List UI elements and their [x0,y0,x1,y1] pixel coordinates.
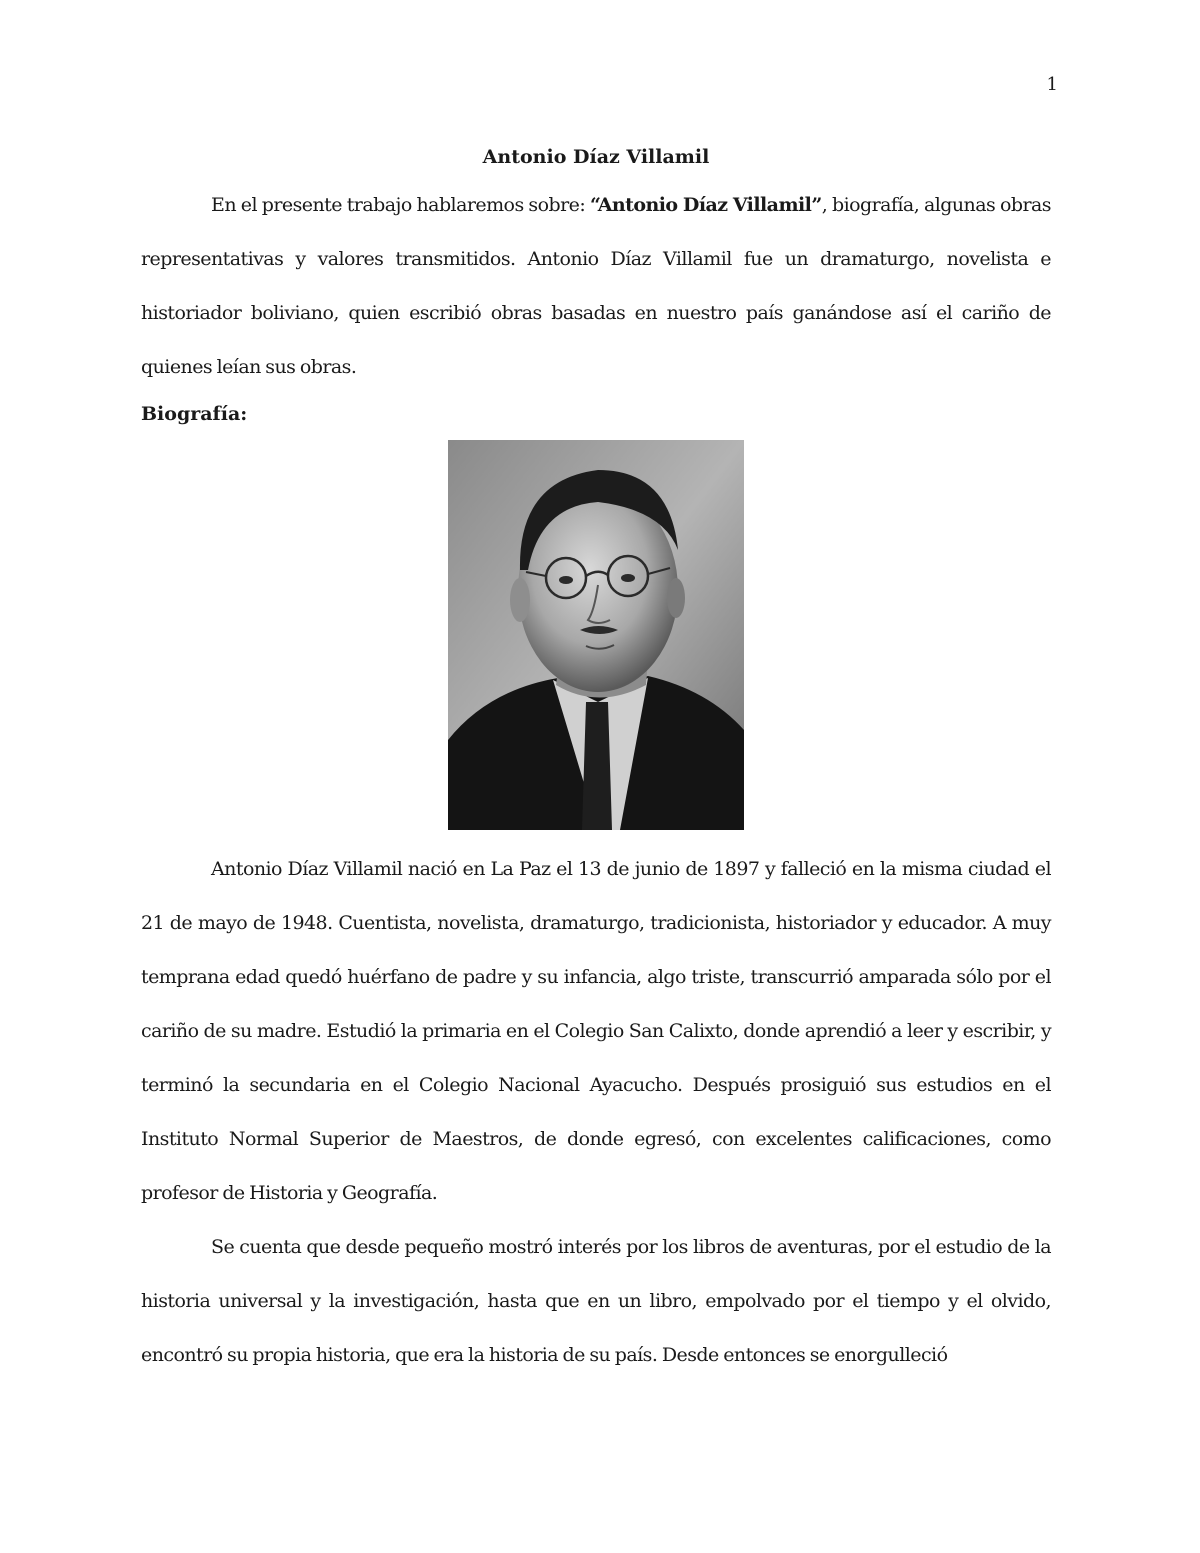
section-heading-biografia: Biografía: [141,403,248,425]
intro-text-start: En el presente trabajo hablaremos sobre: [211,194,590,216]
intro-text-end: , biografía, algunas obras representativas y valores transmitidos. Antonio Díaz Villamil fue un dramaturgo, novelista e historiador boliviano, quien escribió obras basadas en nuestro país ganándose así el cariño de quienes leían sus obras. [141,194,1051,378]
document-body [141,140,1051,1382]
intro-paragraph [141,178,1051,394]
page-number: 1 [1046,74,1058,95]
document-title: Antonio Díaz Villamil [482,146,710,168]
intro-bold-name: “Antonio Díaz Villamil” [589,194,822,216]
body-paragraph-2: Se cuenta que desde pequeño mostró interés por los libros de aventuras, por el estudio de la historia universal y la investigación, hasta que en un libro, empolvado por el tiempo y el olvido, encontró su propia historia, que era la historia de su país. Desde entonces se enorgulleció [141,1236,1051,1366]
body-paragraph-1: Antonio Díaz Villamil nació en La Paz el 13 de junio de 1897 y falleció en la misma ciudad el 21 de mayo de 1948. Cuentista, novelista, dramaturgo, tradicionista, historiador y educador. A muy temprana edad quedó huérfano de padre y su infancia, algo triste, transcurrió amparada sólo por el cariño de su madre. Estudió la primaria en el Colegio San Calixto, donde aprendió a leer y escribir, y terminó la secundaria en el Colegio Nacional Ayacucho. Después prosiguió sus estudios en el Instituto Normal Superior de Maestros, de donde egresó, con excelentes calificaciones, como profesor de Historia y Geografía. [141,858,1051,1204]
portrait-photo-icon [448,440,744,830]
